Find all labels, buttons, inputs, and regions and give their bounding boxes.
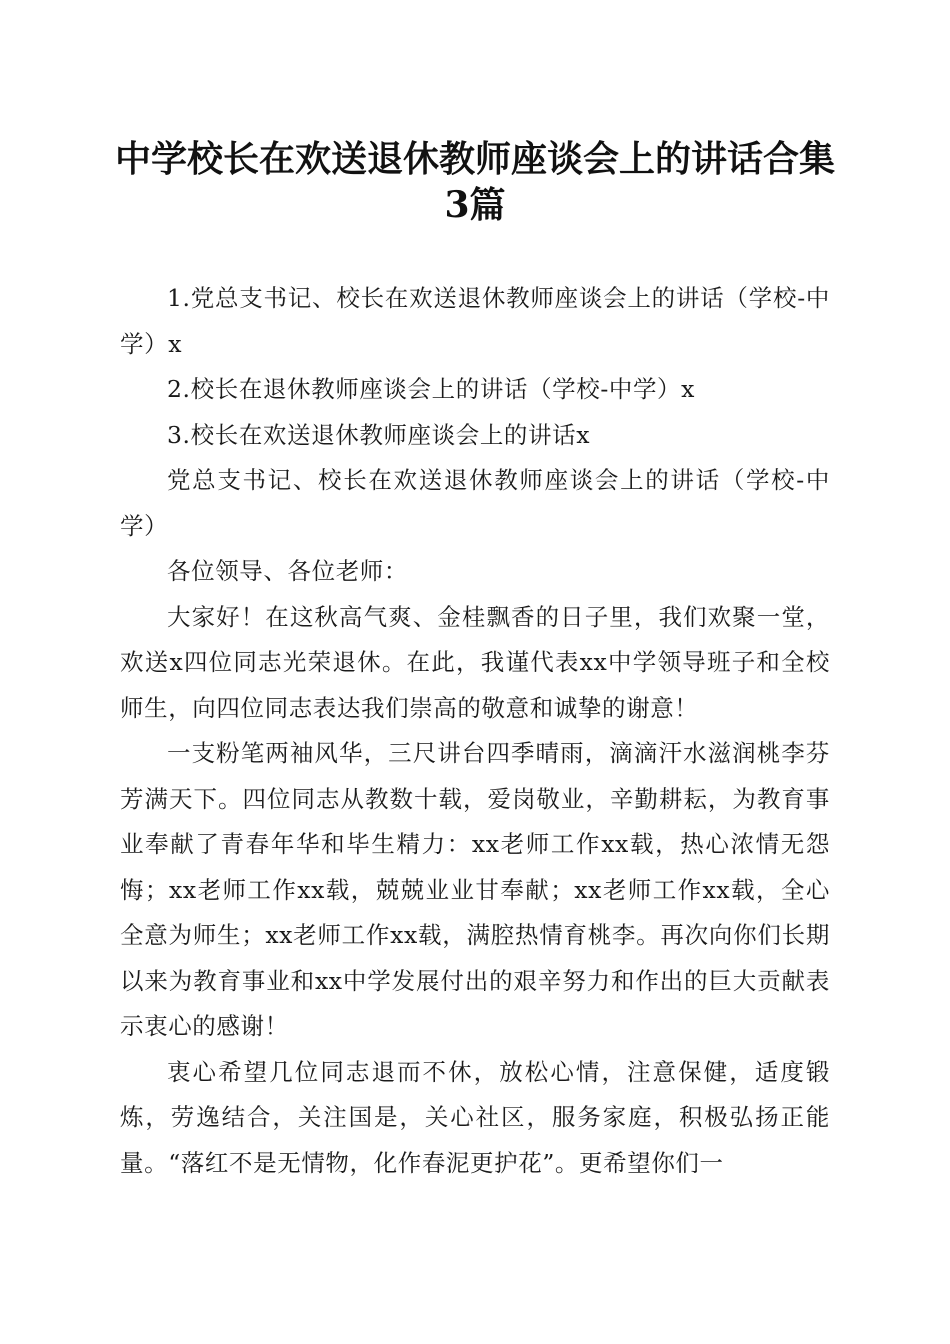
title-line-2: 3篇: [444, 184, 506, 226]
toc-item-3: 3.校长在欢送退休教师座谈会上的讲话x: [167, 420, 591, 449]
title-line-1: 中学校长在欢送退休教师座谈会上的讲话合集: [114, 138, 835, 180]
body-paragraph: 大家好！在这秋高气爽、金桂飘香的日子里，我们欢聚一堂，欢送x四位同志光荣退休。在此，我谨代表xx中学领导班子和全校师生，向四位同志表达我们崇高的敬意和诚挚的谢意！: [120, 602, 830, 722]
document-title: [110, 136, 840, 228]
toc-item-2: 2.校长在退休教师座谈会上的讲话（学校-中学）x: [167, 375, 696, 403]
section-heading: 党总支书记、校长在欢送退休教师座谈会上的讲话（学校-中学）: [120, 466, 830, 540]
body-paragraph: 衷心希望几位同志退而不休，放松心情，注意保健，适度锻炼，劳逸结合，关注国是，关心社区，服务家庭，积极弘扬正能量。“落红不是无情物，化作春泥更护花”。更希望你们一: [120, 1057, 830, 1177]
toc-item-1: 1.党总支书记、校长在欢送退休教师座谈会上的讲话（学校-中学）x: [120, 284, 830, 358]
body-paragraph: 一支粉笔两袖风华，三尺讲台四季晴雨，滴滴汗水滋润桃李芬芳满天下。四位同志从教数十载，爱岗敬业，辛勤耕耘，为教育事业奉献了青春年华和毕生精力：xx老师工作xx载，热心浓情无怨悔；xx老师工作xx载，兢兢业业甘奉献；xx老师工作xx载，全心全意为师生；xx老师工作xx载，满腔热情育桃李。再次向你们长期以来为教育事业和xx中学发展付出的艰辛努力和作出的巨大贡献表示衷心的感谢！: [120, 739, 830, 1040]
document-body: [120, 276, 830, 1186]
salutation: 各位领导、各位老师：: [167, 557, 408, 585]
